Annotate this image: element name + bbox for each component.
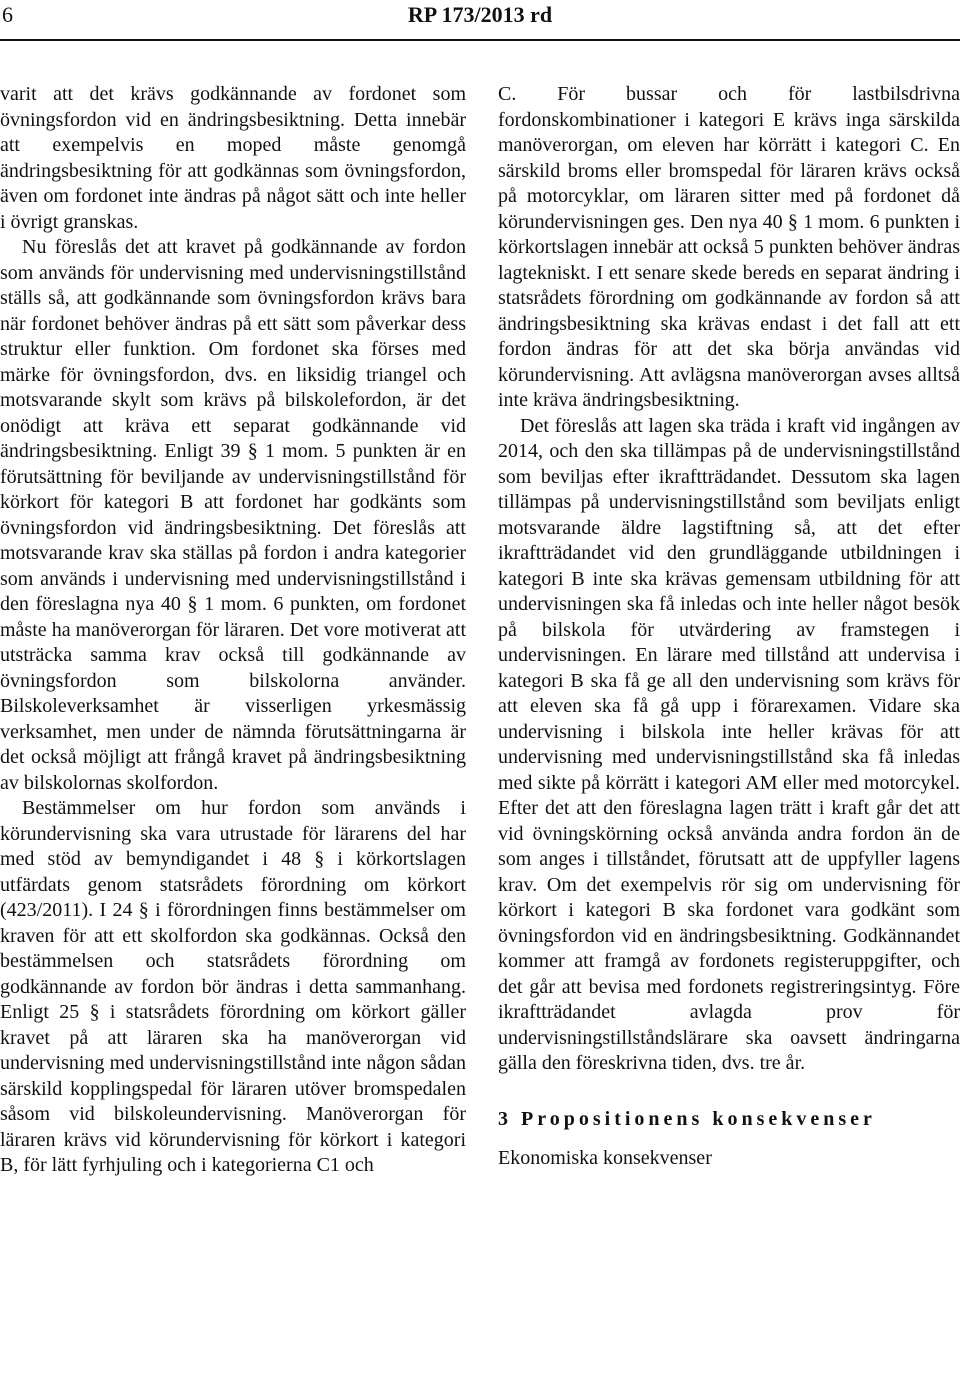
section-heading: 3 Propositionens konsekvenser — [498, 1107, 876, 1130]
subheading: Ekonomiska konsekvenser — [498, 1147, 712, 1169]
paragraph: Det föreslås att lagen ska träda i kraft vid ingången av 2014, och den ska tillämpas på de undervisningstillstånd som beviljas efter ikraftträdandet. Dessutom ska lagen tillämpas på undervisningstillstånd som beviljats enligt motsvarande äldre lagstiftning så, att det efter ikraftträdandet vid den grundläggande utbildningen i kategori B inte ska krävas gemensam utbildning för att undervisningen ska få inledas och inte heller något besök på bilskola för utvärdering av framstegen i undervisningen. En lärare med tillstånd att undervisa i kategori B ska få ge all den undervisning som krävs för att eleven ska få gå upp i förarexamen. Vidare ska undervisning i bilskola inte heller krävas för att undervisning med undervisningstillstånd ska få inledas med sikte på körrätt i kategori AM eller med motorcykel. Efter det att den föreslagna lagen trätt i kraft går det att vid övningskörning också använda andra fordon än de som anges i tillståndet, förutsatt att de uppfyller lagens krav. Om det exempelvis rör sig om undervisning för körkort i kategori B ska fordonet vara godkänt som övningsfordon vid en ändringsbesiktning. Godkännandet kommer att framgå av fordonets registeruppgifter, och det går att bevisa med fordonets registreringsintyg. Före ikraftträdandet avlagda prov för undervisningstillståndslärare ska oavsett ändringarna gälla den föreskrivna tiden, dvs. tre år. — [498, 414, 960, 1074]
paragraph: Nu föreslås det att kravet på godkännande av fordon som används för undervisning med undervisningstillstånd ställs så, att godkännande som övningsfordon krävs bara när fordonet behöver ändras på ett sätt som påverkar dess struktur eller funktion. Om fordonet ska förses med märke för övningsfordon, dvs. en liksidig triangel och motsvarande skylt som krävs på bilskolefordon, är det onödigt att kräva ett separat godkännande vid ändringsbesiktning. Enligt 39 § 1 mom. 5 punkten är en förutsättning för beviljande av undervisningstillstånd för körkort för kategori B att fordonet har godkänts som övningsfordon vid ändringsbesiktning. Det föreslås att motsvarande krav ska ställas på fordon i andra kategorier som används i undervisning med undervisningstillstånd i den föreslagna nya 40 § 1 mom. 6 punkten, om fordonet måste ha manöverorgan för läraren. Det vore motiverat att utsträcka samma krav också till godkännande av övningsfordon som bilskolorna använder. Bilskoleverksamhet är visserligen yrkesmässig verksamhet, men under de nämnda förutsättningarna är det också möjligt att frångå kravet på ändringsbesiktning av bilskolornas skolfordon. — [0, 236, 466, 794]
paragraph: varit att det krävs godkännande av fordonet som övningsfordon vid en ändringsbesiktning. Detta innebär att exempelvis en moped måste genomgå ändringsbesiktning för att godkännas som övningsfordon, även om fordonet inte ändras på något sätt och inte heller i övrigt granskas. — [0, 83, 466, 233]
right-column — [498, 82, 960, 1172]
document-id: RP 173/2013 rd — [407, 2, 553, 27]
page-number: 6 — [2, 2, 13, 27]
left-column — [0, 82, 466, 1179]
page-header — [0, 0, 960, 40]
paragraph: Bestämmelser om hur fordon som används i körundervisning ska vara utrustade för lärarens del har med stöd av bemyndigandet i 48 § i körkortslagen utfärdats genom statsrådets förordning om körkort (423/2011). I 24 § i förordningen finns bestämmelser om kraven för att ett skolfordon ska godkännas. Också den bestämmelsen och statsrådets förordning om godkännande av fordon bör ändras i detta sammanhang. Enligt 25 § i statsrådets förordning om körkort gäller kravet på att läraren ska ha manöverorgan vid undervisning med undervisningstillstånd inte någon sådan särskild kopplingspedal för läraren utöver bromspedalen såsom vid bilskoleundervisning. Manöverorgan för läraren krävs vid körundervisning för körkort i kategori B, för lätt fyrhjuling och i kategorierna C1 och — [0, 797, 466, 1176]
header-rule — [0, 39, 960, 41]
paragraph: C. För bussar och för lastbilsdrivna fordonskombinationer i kategori E krävs inga särskilda manöverorgan, om eleven har körrätt i kategori C. En särskild broms eller bromspedal för läraren krävs också på motorcyklar, om läraren sitter med på fordonet då körundervisningen ges. Den nya 40 § 1 mom. 6 punkten i körkortslagen innebär att också 5 punkten behöver ändras lagtekniskt. I ett senare skede bereds en separat ändring i statsrådets förordning om godkännande av fordon så att ändringsbesiktning ska krävas endast i det fall att ett fordon ändras för att det ska börja användas vid körundervisning. Att avlägsna manöverorgan avses alltså inte kräva ändringsbesiktning. — [498, 83, 960, 411]
